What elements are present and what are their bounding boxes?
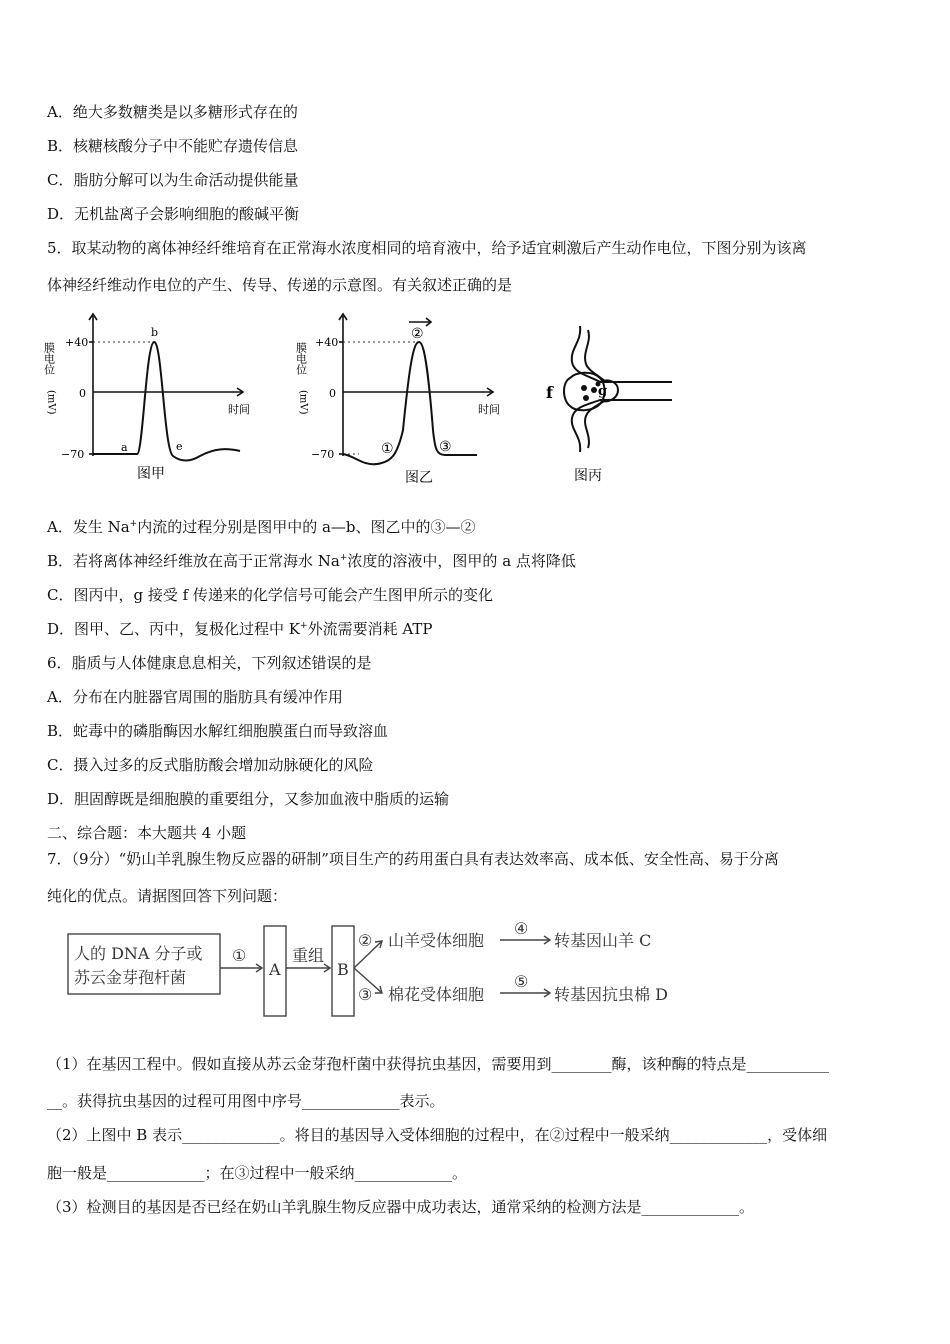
jia-point-e: e <box>176 440 183 453</box>
source-line2: 苏云金芽孢杆菌 <box>74 968 187 987</box>
jia-tick-zero: 0 <box>79 387 86 400</box>
figure-yi <box>294 310 512 490</box>
bing-label-g: g <box>598 384 608 399</box>
yi-tick-top: +40 <box>315 336 339 349</box>
yi-mark-1: ① <box>381 441 394 457</box>
yi-caption: 图乙 <box>405 470 433 486</box>
yi-tick-bottom: −70 <box>311 448 335 461</box>
q7-stem-line1: 7．（9分）“奶山羊乳腺生物反应器的研制”项目生产的药用蛋白具有表达效率高、成本低、安全性高、易于分离 <box>47 850 779 868</box>
jia-point-b: b <box>151 326 159 339</box>
q6-option-d: D．胆固醇既是细胞膜的重要组分，又参加血液中脂质的运输 <box>47 790 450 808</box>
yi-ylabel: 膜电位 <box>294 342 308 375</box>
q7-sub2-line1: （2）上图中 B 表示_____________。将目的基因导入受体细胞的过程中，在②过程中一般采纳_____________，受体细 <box>47 1126 828 1144</box>
recombine-label: 重组 <box>292 946 325 965</box>
jia-yunit: (mV) <box>45 390 57 415</box>
q4-option-d: D．无机盐离子会影响细胞的酸碱平衡 <box>47 205 300 223</box>
q5-option-c: C．图丙中，g 接受 f 传递来的化学信号可能会产生图甲所示的变化 <box>47 586 493 604</box>
q5-stem-line2: 体神经纤维动作电位的产生、传导、传递的示意图。有关叙述正确的是 <box>47 276 513 294</box>
goat-cell-label: 山羊受体细胞 <box>388 931 485 950</box>
cotton-result-label: 转基因抗虫棉 D <box>554 985 668 1004</box>
q7-stem-line2: 纯化的优点。请据图回答下列问题： <box>47 887 288 905</box>
q7-sub2-line2: 胞一般是_____________；在③过程中一般采纳_____________。 <box>47 1164 468 1182</box>
q7-sub3: （3）检测目的基因是否已经在奶山羊乳腺生物反应器中成功表达，通常采纳的检测方法是_____________。 <box>47 1198 755 1216</box>
q6-stem: 6．脂质与人体健康息息相关，下列叙述错误的是 <box>47 654 372 672</box>
jia-tick-top: +40 <box>65 336 89 349</box>
figure-bing <box>540 318 690 488</box>
yi-yunit: (mV) <box>297 390 309 415</box>
jia-tick-bottom: −70 <box>61 448 85 461</box>
jia-xlabel: 时间 <box>228 403 250 416</box>
step3-label: ③ <box>358 985 373 1004</box>
jia-caption: 图甲 <box>137 466 165 482</box>
goat-result-label: 转基因山羊 C <box>554 931 652 950</box>
step1-label: ① <box>232 946 247 965</box>
yi-xlabel: 时间 <box>478 403 500 416</box>
step5-label: ⑤ <box>514 972 529 991</box>
q4-option-b: B．核糖核酸分子中不能贮存遗传信息 <box>47 137 299 155</box>
figure-jia <box>42 310 260 490</box>
step2-label: ② <box>358 931 373 950</box>
bing-label-f: f <box>546 383 553 402</box>
q6-option-b: B．蛇毒中的磷脂酶因水解红细胞膜蛋白而导致溶血 <box>47 722 389 740</box>
cotton-cell-label: 棉花受体细胞 <box>388 985 485 1004</box>
q5-option-d: D．图甲、乙、丙中，复极化过程中 K+外流需要消耗 ATP <box>47 620 433 638</box>
q7-sub1-line1: （1）在基因工程中。假如直接从苏云金芽孢杆菌中获得抗虫基因，需要用到________酶，该种酶的特点是___________ <box>47 1055 830 1073</box>
q6-option-c: C．摄入过多的反式脂肪酸会增加动脉硬化的风险 <box>47 756 374 774</box>
bing-caption: 图丙 <box>574 468 602 484</box>
q5-option-b: B．若将离体神经纤维放在高于正常海水 Na+浓度的溶液中，图甲的 a 点将降低 <box>47 552 576 570</box>
jia-ylabel: 膜电位 <box>42 342 56 375</box>
q5-option-a: A．发生 Na+内流的过程分别是图甲中的 a—b、图乙中的③—② <box>47 518 476 536</box>
box-a-label: A <box>269 960 281 979</box>
source-line1: 人的 DNA 分子或 <box>74 944 203 963</box>
step4-label: ④ <box>514 919 529 938</box>
gene-engineering-flowchart <box>60 918 700 1020</box>
jia-point-a: a <box>121 441 128 454</box>
section2-title: 二、综合题：本大题共 4 小题 <box>47 824 247 842</box>
box-b-label: B <box>337 960 349 979</box>
yi-mark-3: ③ <box>439 439 452 455</box>
yi-mark-2: ② <box>411 326 424 342</box>
q7-sub1-line2: __。获得抗虫基因的过程可用图中序号_____________表示。 <box>47 1092 445 1110</box>
q5-stem-line1: 5．取某动物的离体神经纤维培育在正常海水浓度相同的培育液中，给予适宜刺激后产生动作电位，下图分别为该离 <box>47 239 807 257</box>
yi-tick-zero: 0 <box>329 387 336 400</box>
q4-option-a: A．绝大多数糖类是以多糖形式存在的 <box>47 103 298 121</box>
q6-option-a: A．分布在内脏器官周围的脂肪具有缓冲作用 <box>47 688 343 706</box>
q4-option-c: C．脂肪分解可以为生命活动提供能量 <box>47 171 299 189</box>
